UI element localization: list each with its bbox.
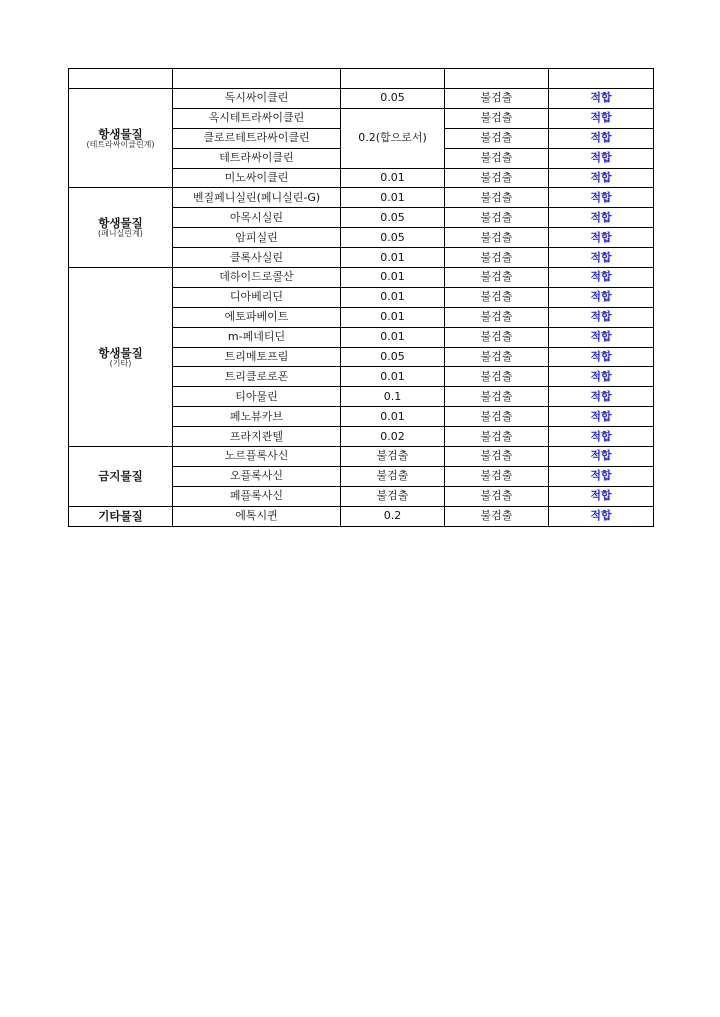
item-name-cell: 옥시테트라싸이클린 [173, 108, 341, 128]
verdict-cell: 적합 [549, 447, 654, 467]
verdict-cell: 적합 [549, 407, 654, 427]
limit-cell: 0.01 [341, 367, 445, 387]
group-subtitle: (기타) [109, 358, 132, 368]
result-cell: 불검출 [445, 108, 549, 128]
verdict-cell: 적합 [549, 168, 654, 188]
item-name-cell: 클로르테트라싸이클린 [173, 128, 341, 148]
group-cell [69, 89, 173, 188]
limit-cell: 0.05 [341, 89, 445, 109]
result-cell: 불검출 [445, 427, 549, 447]
limit-cell: 0.05 [341, 347, 445, 367]
result-cell: 불검출 [445, 268, 549, 288]
verdict-cell: 적합 [549, 268, 654, 288]
result-cell: 불검출 [445, 188, 549, 208]
group-name: 항생물질 [98, 216, 143, 231]
group-cell [69, 188, 173, 268]
residue-test-results-table [68, 68, 654, 527]
group-subtitle: (페니실린계) [98, 229, 143, 239]
result-cell: 불검출 [445, 228, 549, 248]
result-cell: 불검출 [445, 347, 549, 367]
result-cell: 불검출 [445, 466, 549, 486]
group-name: 항생물질 [98, 126, 143, 141]
verdict-cell: 적합 [549, 307, 654, 327]
limit-cell: 0.02 [341, 427, 445, 447]
group-subtitle: (테트라싸이클린계) [86, 139, 155, 149]
item-name-cell: m-페네티딘 [173, 327, 341, 347]
item-name-cell: 데하이드로콜산 [173, 268, 341, 288]
table-row [69, 89, 654, 109]
verdict-cell: 적합 [549, 89, 654, 109]
header-cell [445, 69, 549, 89]
verdict-cell: 적합 [549, 347, 654, 367]
verdict-cell: 적합 [549, 427, 654, 447]
verdict-cell: 적합 [549, 248, 654, 268]
item-name-cell: 페노뷰카브 [173, 407, 341, 427]
item-name-cell: 암피실린 [173, 228, 341, 248]
item-name-cell: 벤질페니실린(페니실린-G) [173, 188, 341, 208]
item-name-cell: 트리클로로폰 [173, 367, 341, 387]
limit-cell: 0.01 [341, 287, 445, 307]
result-cell: 불검출 [445, 89, 549, 109]
group-name: 금지물질 [98, 469, 143, 484]
item-name-cell: 디아베리딘 [173, 287, 341, 307]
limit-cell: 0.01 [341, 168, 445, 188]
table-row [69, 188, 654, 208]
limit-cell: 0.01 [341, 248, 445, 268]
table-row [69, 447, 654, 467]
item-name-cell: 아목시실린 [173, 208, 341, 228]
result-cell: 불검출 [445, 407, 549, 427]
table-row [69, 268, 654, 288]
result-cell: 불검출 [445, 486, 549, 506]
item-name-cell: 미노싸이클린 [173, 168, 341, 188]
verdict-cell: 적합 [549, 108, 654, 128]
verdict-cell: 적합 [549, 506, 654, 526]
item-name-cell: 노르플록사신 [173, 447, 341, 467]
result-cell: 불검출 [445, 506, 549, 526]
verdict-cell: 적합 [549, 228, 654, 248]
group-cell [69, 447, 173, 507]
limit-cell: 0.05 [341, 228, 445, 248]
result-cell: 불검출 [445, 447, 549, 467]
result-cell: 불검출 [445, 307, 549, 327]
result-cell: 불검출 [445, 128, 549, 148]
header-cell [549, 69, 654, 89]
group-name: 항생물질 [98, 345, 143, 360]
item-name-cell: 티아물린 [173, 387, 341, 407]
result-cell: 불검출 [445, 148, 549, 168]
limit-cell: 0.01 [341, 268, 445, 288]
group-cell [69, 268, 173, 447]
item-name-cell: 클록사실린 [173, 248, 341, 268]
verdict-cell: 적합 [549, 128, 654, 148]
limit-cell: 0.2 [341, 506, 445, 526]
group-cell [69, 506, 173, 526]
limit-cell: 불검출 [341, 447, 445, 467]
group-name: 기타물질 [98, 509, 143, 524]
limit-cell: 0.01 [341, 188, 445, 208]
verdict-cell: 적합 [549, 287, 654, 307]
verdict-cell: 적합 [549, 387, 654, 407]
verdict-cell: 적합 [549, 486, 654, 506]
result-cell: 불검출 [445, 287, 549, 307]
limit-cell: 불검출 [341, 486, 445, 506]
limit-cell: 0.1 [341, 387, 445, 407]
header-cell [69, 69, 173, 89]
limit-cell: 0.01 [341, 407, 445, 427]
result-cell: 불검출 [445, 327, 549, 347]
item-name-cell: 테트라싸이클린 [173, 148, 341, 168]
table-header-row [69, 69, 654, 89]
item-name-cell: 독시싸이클린 [173, 89, 341, 109]
header-cell [341, 69, 445, 89]
result-cell: 불검출 [445, 168, 549, 188]
limit-cell: 0.01 [341, 327, 445, 347]
table-row [69, 506, 654, 526]
limit-cell: 0.01 [341, 307, 445, 327]
limit-cell: 불검출 [341, 466, 445, 486]
item-name-cell: 에톡시퀸 [173, 506, 341, 526]
item-name-cell: 프라지콴텔 [173, 427, 341, 447]
verdict-cell: 적합 [549, 367, 654, 387]
verdict-cell: 적합 [549, 188, 654, 208]
verdict-cell: 적합 [549, 148, 654, 168]
result-cell: 불검출 [445, 367, 549, 387]
verdict-cell: 적합 [549, 327, 654, 347]
limit-cell: 0.05 [341, 208, 445, 228]
verdict-cell: 적합 [549, 208, 654, 228]
header-cell [173, 69, 341, 89]
result-cell: 불검출 [445, 387, 549, 407]
item-name-cell: 오플록사신 [173, 466, 341, 486]
item-name-cell: 트리메토프림 [173, 347, 341, 367]
item-name-cell: 에토파베이트 [173, 307, 341, 327]
result-cell: 불검출 [445, 208, 549, 228]
merged-limit-cell: 0.2(합으로서) [341, 108, 445, 168]
verdict-cell: 적합 [549, 466, 654, 486]
item-name-cell: 페플록사신 [173, 486, 341, 506]
result-cell: 불검출 [445, 248, 549, 268]
